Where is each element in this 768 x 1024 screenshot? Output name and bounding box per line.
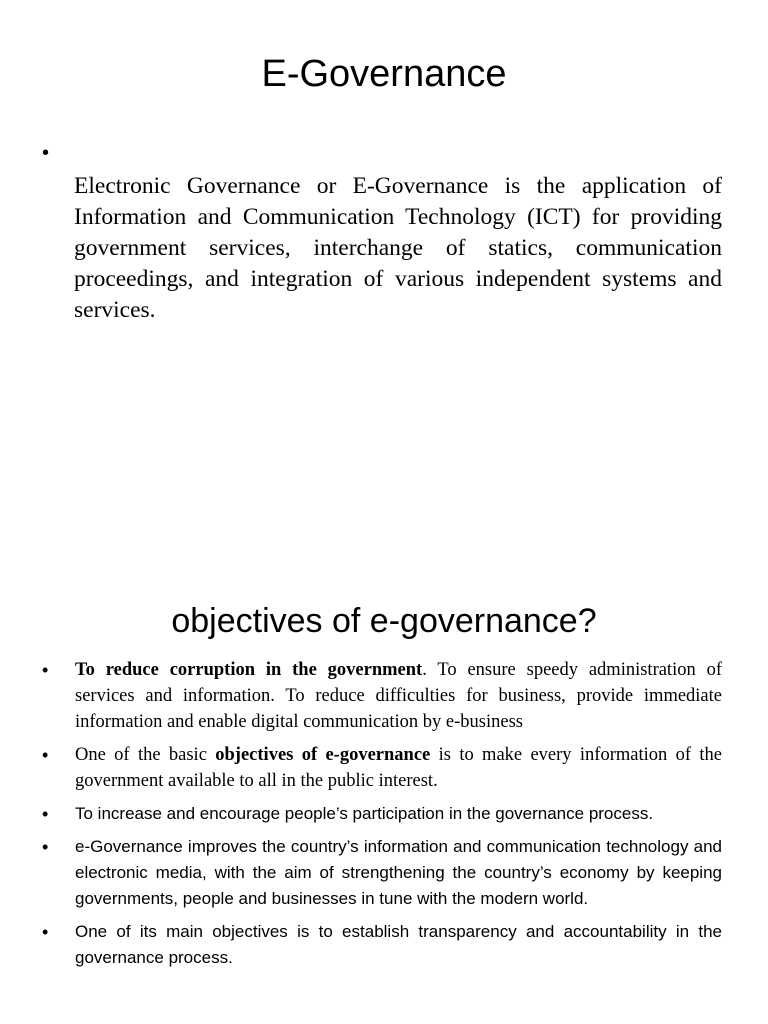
bullet-marker: • [42,660,49,680]
item-text: One of its main objectives is to establish transparency and accountability in the governance process. [75,922,722,967]
bullet-marker: • [42,142,50,164]
slide-title: E-Governance [261,53,507,95]
item-bold-text: To reduce corruption in the government [75,660,423,680]
item-bold-text: objectives of e-governance [215,745,431,765]
definition-paragraph: Electronic Governance or E-Governance is the application of Information and Communication Technology (ICT) for providing government services, interchange of statics, communication proceedings, and integration of various independent systems and services. [74,173,722,323]
item-text: e-Governance improves the country’s information and communication technology and electronic media, with the aim of strengthening the country’s economy by keeping governments, people and businesses in tune with the modern world. [75,837,722,908]
item-pre-text: One of the basic [75,745,216,765]
bullet-marker: • [42,745,49,765]
objectives-title: objectives of e-governance? [171,602,597,640]
item-text [75,660,722,732]
item-text [75,745,722,791]
item-rest-text: . To ensure speedy administration of services and information. To reduce difficulties for business, provide immediate information and enable digital communication by e-business [75,660,722,732]
list-item [0,657,722,735]
list-item [0,742,722,794]
item-rest-text: is to make every information of the government available to all in the public interest. [75,745,722,791]
item-text: To increase and encourage people’s participation in the governance process. [75,804,654,823]
objectives-list [0,657,768,978]
list-item [0,834,722,912]
list-item [0,919,722,971]
list-item [0,801,722,827]
bullet-marker: • [42,922,49,942]
bullet-marker: • [42,837,49,857]
bullet-marker: • [42,804,49,824]
